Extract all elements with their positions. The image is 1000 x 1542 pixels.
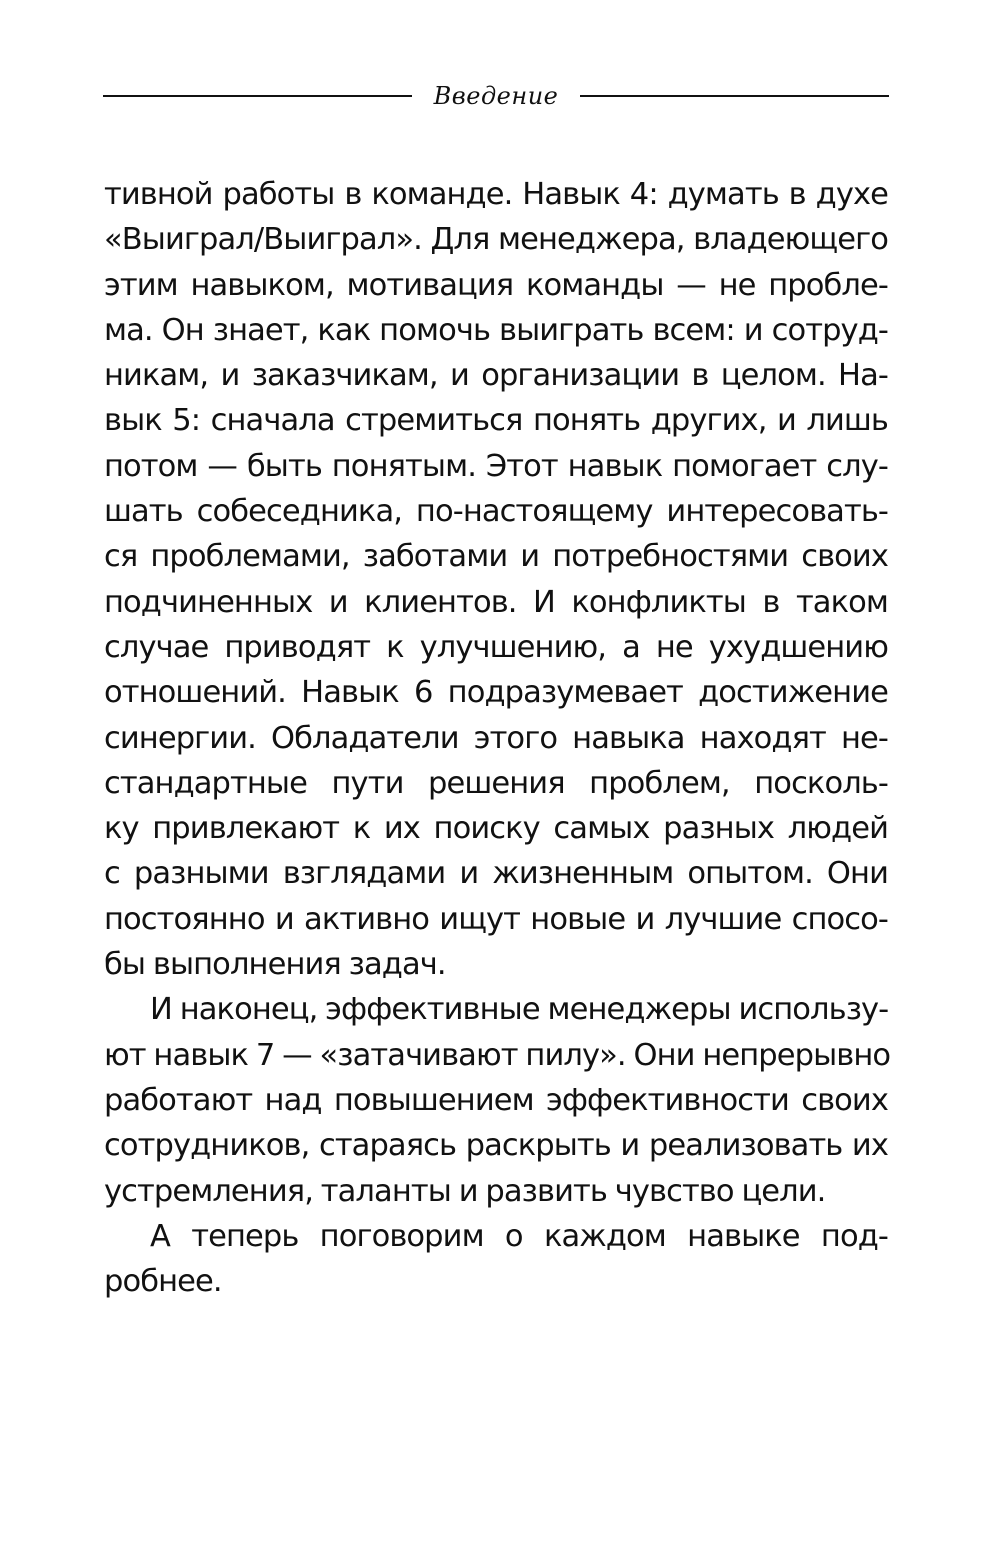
text-line: работают над повышением эффективности своих [104,1082,888,1118]
text-line: бы выполнения задач. [104,947,446,983]
text-line: этим навыком, мотивация команды — не пробле- [104,267,888,303]
running-header [103,78,889,114]
text-line: подчиненных и клиентов. И конфликты в таком [104,584,888,620]
text-line: ку привлекают к их поиску самых разных людей [104,811,888,847]
text-line: робнее. [104,1264,222,1300]
text-line: «Выиграл/Выиграл». Для менеджера, владеющего [104,222,888,258]
text-line: А теперь поговорим о каждом навыке под- [150,1218,888,1254]
text-line: постоянно и активно ищут новые и лучшие спосо- [104,901,888,937]
text-line: тивной работы в команде. Навык 4: думать в духе [104,177,888,212]
text-line: стандартные пути решения проблем, посколь- [104,765,888,801]
header-rule-right [580,95,889,97]
text-line: вык 5: сначала стремиться понять других, и лишь [104,403,888,439]
text-line: потом — быть понятым. Этот навык помогает слу- [104,448,888,484]
header-rule-left [103,95,412,97]
paragraph [104,987,891,1213]
text-line: сотрудников, стараясь раскрыть и реализовать их [104,1128,888,1164]
page-body [104,172,891,1304]
text-line: случае приводят к улучшению, а не ухудшению [104,629,888,665]
text-line: ся проблемами, заботами и потребностями своих [104,539,888,575]
text-line: устремления, таланты и развить чувство цели. [104,1173,826,1209]
text-line: ма. Он знает, как помочь выиграть всем: и сотруд- [104,312,888,348]
text-line: с разными взглядами и жизненным опытом. Они [104,856,888,892]
text-line: синергии. Обладатели этого навыка находят не- [104,720,888,756]
paragraph [104,172,888,987]
running-title: Введение [433,82,559,110]
paragraph [104,1214,888,1305]
text-line: ют навык 7 — «затачивают пилу». Они непрерывно [104,1037,891,1073]
text-line: никам, и заказчикам, и организации в целом. На- [104,358,888,394]
text-line: отношений. Навык 6 подразумевает достижение [104,675,888,711]
text-line: И наконец, эффективные менеджеры использу- [150,992,889,1028]
text-line: шать собеседника, по-настоящему интересовать- [104,494,888,530]
